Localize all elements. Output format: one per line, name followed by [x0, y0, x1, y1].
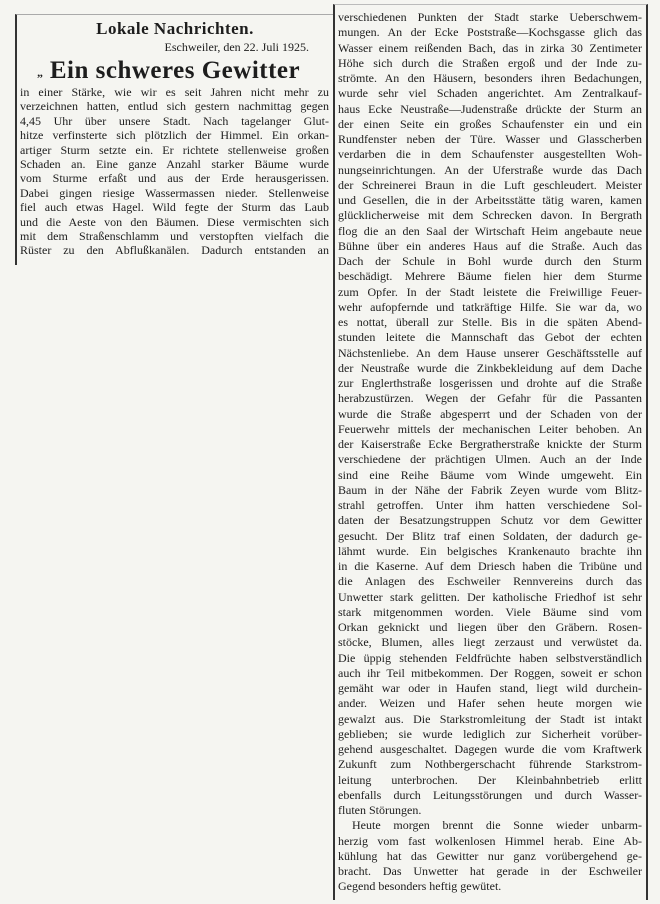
text-line: Dabei gingen riesige Wassermassen nieder. Stellenweise [20, 185, 329, 200]
text-line: Höhe sich durch die Straßen ergoß und der Inde zu- [338, 55, 642, 70]
text-line: ander. Weizen und Hafer sehen heute morgen wie [338, 696, 642, 711]
text-line: wurde die Straße abgesperrt und der Schaden von der [338, 406, 642, 421]
text-line: wurde sehr viel Schaden angerichtet. Am Zentralkauf- [338, 86, 642, 101]
text-line: der Schreinerei Braun in die Luft geschleudert. Meister [338, 177, 642, 192]
article-body-left [17, 85, 333, 258]
text-line: Gegend besonders heftig gewütet. [338, 879, 502, 894]
article-body-right [335, 5, 646, 895]
quote-mark: „ [37, 65, 44, 79]
text-line: stark mitgenommen worden. Viele Bäume sind vom [338, 604, 642, 619]
text-line: nungseinrichtungen. An der Uferstraße wurde das Dach [338, 162, 642, 177]
text-line: fiel auch etwas Hagel. Wild fegte der Sturm das Laub [20, 200, 329, 215]
text-line: die Anlagen des Eschweiler Rennvereins durch das [338, 574, 642, 589]
text-line: flog die an den Saal der Wirtschaft Heim angebaute neue [338, 223, 642, 238]
text-line: Feuerwehr mittels der mechanischen Leiter behoben. An [338, 421, 642, 436]
text-line: zum Opfer. In der Stadt leistete die Freiwillige Feuer- [338, 284, 642, 299]
text-line: der einen Seite ein großes Schaufenster ein und ein [338, 116, 642, 131]
text-line: der Neustraße wurde die Zinkbekleidung auf dem Dache [338, 360, 642, 375]
headline-text: Ein schweres Gewitter [49, 57, 301, 84]
text-line: 4,45 Uhr über unsere Stadt. Nach tagelanger Glut- [20, 113, 329, 128]
text-line: stunden leitete die Mannschaft das Gebot der echten [338, 330, 642, 345]
text-line: Baum in der Nähe der Fabrik Zeyen wurde vom Blitz- [338, 482, 642, 497]
text-line: Wasser einem reißenden Bach, das in zirka 30 Zentimeter [338, 40, 642, 55]
text-line: fluten Störungen. [338, 803, 422, 817]
text-line: sind eine Reihe Bäume vom Winde umgeweht. Ein [338, 467, 642, 482]
text-line: Rüster zu den Abflußkanälen. Dadurch entstanden an [20, 243, 329, 258]
text-line: verschiedene der prächtigen Ulmen. Auch an der Inde [338, 452, 642, 467]
text-line: geblieben; sie wurde lediglich zur Sicherheit vorüber- [338, 726, 642, 741]
text-line: wehr aufopfernde und tatkräftige Hilfe. Sie war da, wo [338, 299, 642, 314]
text-line: strömte. An den Häusern, besonders ihren Bedachungen, [338, 71, 642, 85]
text-line: gewalzt aus. Die Starkstromleitung der Stadt ist intakt [338, 711, 642, 726]
article-column-right [333, 4, 648, 900]
dateline: Eschweiler, den 22. Juli 1925. [164, 40, 309, 54]
text-line: herabzustürzen. Wegen der Gefahr für die Passanten [338, 391, 642, 406]
text-line: Dach der Schule in Bohl wurde durch den Sturm [338, 254, 642, 268]
text-line: glücklicherweise mit dem Schrecken davon. In Bergrath [338, 208, 642, 223]
text-line: und die Aeste von den Bäumen. Diese vermischten sich [20, 214, 329, 229]
text-line: es nottat, überall zur Stelle. Bis in die späten Abend- [338, 315, 642, 329]
text-line: verzeichnen hatten, entlud sich gestern nachmittag gegen [20, 99, 329, 114]
text-line: haus Ecke Neustraße—Judenstraße drückte der Sturm an [338, 101, 642, 116]
headline [17, 57, 333, 85]
text-line: Bühne über ein anderes Haus auf die Straße. Auch das [338, 238, 642, 253]
text-line: strahl getroffen. Unter ihm hatten verschiedene Sol- [338, 498, 642, 512]
text-line: der Kaiserstraße Ecke Bergratherstraße knickte der Sturm [338, 437, 642, 451]
text-line: verschiedenen Punkten der Stadt starke Ueberschwem- [338, 10, 642, 24]
text-line: beschädigt. Mehrere Bäume fielen hier dem Sturme [338, 269, 642, 284]
text-line: daten der Besatzungstruppen Schutz vor dem Gewitter [338, 513, 642, 528]
text-line: Rundfenster neben der Türe. Wasser und Glasscherben [338, 132, 642, 146]
section-title: Lokale Nachrichten. [96, 19, 254, 38]
text-line: vom Sturme erfaßt und aus der Erde herausgerissen. [20, 171, 329, 186]
text-line: Schaden an. Eine ganze Anzahl starker Bäume wurde [20, 156, 329, 171]
text-line: Unwetter stark gelitten. Der katholische Friedhof ist sehr [338, 589, 642, 604]
text-line: leitung unterbrochen. Der Kleinbahnbetrieb erlitt [338, 772, 642, 787]
text-line: stöcke, Blumen, alles liegt zerzaust und verwüstet da. [338, 635, 642, 650]
text-line: in die Kaserne. Auf dem Driesch haben die Tribüne und [338, 559, 642, 573]
text-line: gemäht war oder in Haufen stand, liegt wild durchein- [338, 681, 642, 695]
text-line: in einer Stärke, wie wir es seit Jahren nicht mehr zu [20, 85, 329, 99]
text-line: Orkan geknickt und liegen über den Gräbern. Rosen- [338, 620, 642, 634]
text-line: Zukunft zum Nothbergerschacht führende Starkstrom- [338, 757, 642, 772]
text-line: auch ihr Teil mitbekommen. Der Roggen, soweit er schon [338, 665, 642, 680]
text-line: Die üppig stehenden Feldfrüchte haben selbstverständlich [338, 650, 642, 665]
article-column-left [15, 14, 333, 265]
text-line: gehend ausgeschaltet. Dagegen wurde die vom Kraftwerk [338, 742, 642, 756]
text-line: zur Englerthstraße losgerissen und drohte auf die Straße [338, 376, 642, 390]
text-line: und Gesellen, die in der Arbeitsstätte tätig waren, kamen [338, 193, 642, 207]
text-line: gesucht. Der Blitz traf einen Soldaten, der dadurch ge- [338, 528, 642, 543]
text-line: artiger Sturm setzte ein. Er richtete stellenweise großen [20, 142, 329, 157]
text-line: mit dem Straßenschlamm und verstopften vielfach die [20, 228, 329, 243]
text-line: Nächstenliebe. An dem Hause unserer Geschäftsstelle auf [338, 345, 642, 360]
text-line: mungen. An der Ecke Poststraße—Kochsgasse glich das [338, 25, 642, 40]
text-line: Heute morgen brennt die Sonne wieder unbarm- [352, 818, 642, 833]
text-line: bracht. Das Unwetter hat gerade in der Eschweiler [338, 864, 642, 878]
text-line: kühlung hat das Gewitter nur ganz vorübergehend ge- [338, 848, 642, 863]
text-line: lähmt wurde. Ein belgisches Krankenauto brachte ihn [338, 543, 642, 558]
text-line: hitze verfinsterte sich plötzlich der Himmel. Ein orkan- [20, 128, 329, 143]
text-line: verdarben die in dem Schaufenster ausgestellten Woh- [338, 147, 642, 162]
text-line: ebenfalls durch Leitungsstörungen und durch Wasser- [338, 787, 642, 802]
text-line: herzig vom fast wolkenlosen Himmel herab. Eine Ab- [338, 833, 642, 848]
